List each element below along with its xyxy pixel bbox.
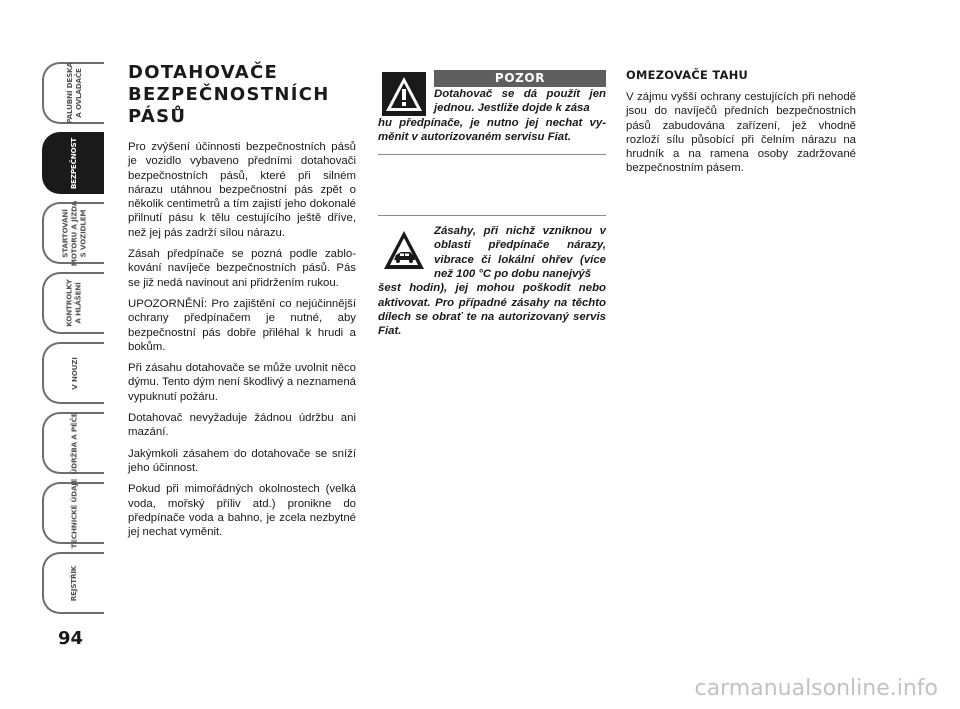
tab-bezpecnost[interactable] bbox=[42, 132, 104, 194]
main-column bbox=[128, 62, 356, 546]
notice-text: šest hodin), jej mohou poškodit nebo aktivovat. Pro případné zásahy na těchto dílech se obrať te na autorizovaný servis Fiat. bbox=[378, 282, 606, 338]
tab-label: V NOUZI bbox=[69, 356, 79, 390]
subsection-title: OMEZOVAČE TAHU bbox=[626, 68, 749, 82]
warning-text: hu předpínače, je nutno jej nechat vyměnit v autorizovaném servisu Fiat. bbox=[378, 116, 606, 143]
tab-label: STARTOVÁNÍ MOTORU A JÍZDA S VOZIDLEM bbox=[60, 200, 88, 266]
chapter-tabs bbox=[42, 62, 104, 622]
tab-palubni-deska[interactable] bbox=[42, 62, 104, 124]
tab-kontrolky[interactable] bbox=[42, 272, 104, 334]
paragraph: Při zásahu dotahovače se může uvolnit něco dýmu. Tento dým není škodlivý a neznamená vypuknutí požáru. bbox=[128, 362, 356, 403]
warning-triangle-icon bbox=[382, 72, 426, 116]
watermark: carmanualsonline.info bbox=[694, 676, 938, 701]
warning-text: Dotahovač se dá použít jen jednou. Jestliže dojde k zása bbox=[434, 88, 606, 115]
divider bbox=[378, 215, 606, 216]
paragraph: V zájmu vyšší ochrany cestujících při nehodě jsou do navíječů předních bezpečnostních pásů zabudována zařízení, jež vhodně rozloží sílu působící při čelním nárazu na hrudník a na ramena osoby zadržované bezpečnostním pásem. bbox=[626, 91, 856, 175]
tab-label: ÚDRŽBA A PÉČE bbox=[69, 412, 79, 474]
tab-v-nouzi[interactable] bbox=[42, 342, 104, 404]
warning-header: POZOR bbox=[434, 70, 606, 87]
car-warning-icon bbox=[382, 229, 426, 273]
page-number: 94 bbox=[58, 628, 84, 649]
notice-box bbox=[378, 215, 606, 338]
tab-label: REJSTŘÍK bbox=[69, 565, 79, 601]
tab-technicke-udaje[interactable] bbox=[42, 478, 104, 548]
section-title: DOTAHOVAČE BEZPEČNOSTNÍCH PÁSŮ bbox=[128, 62, 330, 127]
paragraph: Pokud při mimořádných okolnostech (velká voda, mořský příliv atd.) pronikne do předpínače voda a bahno, je zcela nezbytné jej nechat vyměnit. bbox=[128, 483, 356, 539]
divider bbox=[378, 154, 606, 155]
side-column bbox=[626, 68, 856, 176]
paragraph: Dotahovač nevyžaduje žádnou údržbu ani mazání. bbox=[128, 412, 356, 439]
notice-column bbox=[378, 70, 606, 339]
paragraph: UPOZORNĚNÍ: Pro zajištění co nejúčinnější ochrany předpínačem je nutné, aby bezpečnostní pás dobře přiléhal k hrudi a bokům. bbox=[128, 297, 356, 353]
paragraph: Zásah předpínače se pozná podle zablokování navíječe bezpečnostních pásů. Pás se již nedá navinout ani přidržením rukou. bbox=[128, 248, 356, 289]
notice-text: Zásahy, při nichž vzniknou v oblasti předpínače nárazy, vibrace či lokální ohřev (více než 100 °C po dobu nanejvýš bbox=[434, 225, 606, 281]
tab-startovani[interactable] bbox=[42, 202, 104, 264]
tab-label: TECHNICKÉ ÚDAJE bbox=[69, 478, 79, 548]
warning-box bbox=[378, 70, 606, 155]
tab-label: PALUBNÍ DESKA A OVLADAČE bbox=[65, 62, 83, 124]
tab-udrzba[interactable] bbox=[42, 412, 104, 474]
paragraph: Pro zvýšení účinnosti bezpečnostních pásů je vozidlo vybaveno předními dotahovači bezpečnostních pásů, které při silném nárazu utáhnou bezpečnostní pás zpět o několik centimetrů a tím zajistí jeho dokonalé přilnutí pásu k tělu cestujícího ještě dříve, než jej pás zadrží sílou nárazu. bbox=[128, 141, 356, 239]
tab-label: KONTROLKY A HLÁŠENÍ bbox=[64, 279, 83, 327]
paragraph: Jakýmkoli zásahem do dotahovače se sníží jeho účinnost. bbox=[128, 447, 356, 474]
tab-label: BEZPEČNOST bbox=[69, 137, 79, 189]
tab-rejstrik[interactable] bbox=[42, 552, 104, 614]
